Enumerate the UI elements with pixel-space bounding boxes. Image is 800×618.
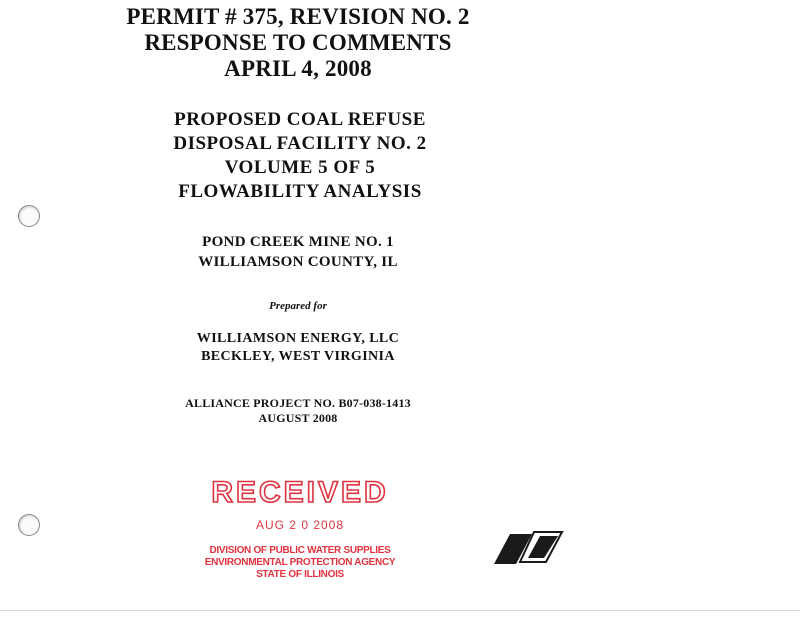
client-line: WILLIAMSON ENERGY, LLC [196,331,400,346]
prepared-for-label: Prepared for [269,300,327,312]
subtitle-line: PROPOSED COAL REFUSE [174,109,426,130]
subtitle-line: VOLUME 5 OF 5 [224,157,376,178]
punch-hole-icon [18,205,40,227]
received-stamp-title: RECEIVED [211,476,389,509]
page-edge-line [0,610,800,611]
subtitle-line: FLOWABILITY ANALYSIS [178,181,422,202]
title-line: PERMIT # 375, REVISION NO. 2 [126,4,470,29]
location-line: POND CREEK MINE NO. 1 [202,234,394,250]
client-block [98,330,498,366]
alliance-logo-icon [492,528,564,568]
project-line: ALLIANCE PROJECT NO. B07-038-1413 [185,396,411,410]
subtitle-line: DISPOSAL FACILITY NO. 2 [173,133,427,154]
document-title [98,4,498,82]
project-block [98,396,498,426]
agency-line: STATE OF ILLINOIS [256,569,344,580]
project-line: AUGUST 2008 [258,411,338,425]
location-block [98,232,498,272]
received-stamp-date: AUG 2 0 2008 [255,518,345,532]
agency-line: DIVISION OF PUBLIC WATER SUPPLIES [209,545,391,556]
client-line: BECKLEY, WEST VIRGINIA [201,349,395,364]
title-line: RESPONSE TO COMMENTS [144,30,452,55]
title-line: APRIL 4, 2008 [224,56,372,81]
agency-line: ENVIRONMENTAL PROTECTION AGENCY [204,557,396,568]
location-line: WILLIAMSON COUNTY, IL [198,254,398,270]
punch-hole-icon [18,514,40,536]
document-subtitle [98,108,502,204]
received-stamp-agency [190,545,410,581]
